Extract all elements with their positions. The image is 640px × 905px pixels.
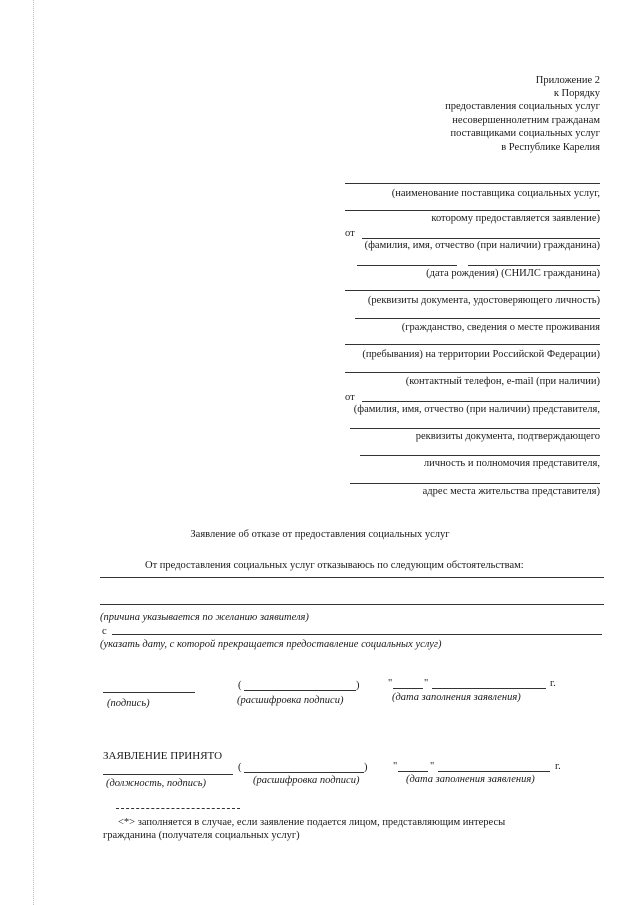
- id-doc-caption: (реквизиты документа, удостоверяющего личность): [367, 295, 600, 306]
- paren-open-2: (: [238, 762, 242, 773]
- contact-line[interactable]: [345, 372, 600, 373]
- rep-address-caption: адрес места жительства представителя): [422, 486, 600, 497]
- quote-close-2: ": [430, 761, 435, 772]
- recipient-line[interactable]: [345, 210, 600, 211]
- month-year-line-2[interactable]: [438, 771, 550, 772]
- quote-open-2: ": [393, 761, 398, 772]
- day-line-2[interactable]: [398, 771, 428, 772]
- citizenship-line[interactable]: [355, 318, 600, 319]
- position-caption: (должность, подпись): [106, 778, 206, 789]
- rep-doc-line-1[interactable]: [350, 428, 600, 429]
- month-year-line[interactable]: [432, 688, 546, 689]
- footnote-separator: [116, 808, 240, 809]
- fill-date-caption: (дата заполнения заявления): [392, 692, 521, 703]
- scan-edge: [33, 0, 34, 905]
- footnote-line-1: <*> заполняется в случае, если заявление подается лицом, представляющим интересы: [118, 817, 506, 828]
- paren-open: (: [238, 680, 242, 691]
- citizen-name-line[interactable]: [362, 238, 600, 239]
- decoding-line-2[interactable]: [244, 772, 364, 773]
- accepted-heading: ЗАЯВЛЕНИЕ ПРИНЯТО: [103, 750, 223, 762]
- decoding-caption: (расшифровка подписи): [237, 695, 344, 706]
- annex-line: предоставления социальных услуг: [445, 101, 600, 112]
- recipient-caption: которому предоставляется заявление): [431, 213, 600, 224]
- annex-line: несовершеннолетним гражданам: [452, 115, 600, 126]
- paren-close-2: ): [364, 762, 368, 773]
- provider-caption: (наименование поставщика социальных услуг,: [391, 188, 600, 199]
- birth-snils-caption: (дата рождения) (СНИЛС гражданина): [426, 268, 600, 279]
- signature-caption: (подпись): [107, 698, 150, 709]
- date-from-label: с: [102, 626, 107, 637]
- signature-line[interactable]: [103, 692, 195, 693]
- rep-address-line[interactable]: [350, 483, 600, 484]
- provider-line[interactable]: [345, 183, 600, 184]
- footnote-line-2: гражданина (получателя социальных услуг): [103, 830, 300, 841]
- quote-close: ": [424, 678, 429, 689]
- annex-line: поставщиками социальных услуг: [450, 128, 600, 139]
- reason-caption: (причина указывается по желанию заявителя): [100, 612, 309, 623]
- year-suffix: г.: [550, 678, 556, 689]
- stop-date-caption: (указать дату, с которой прекращается предоставление социальных услуг): [100, 639, 442, 650]
- citizenship-caption: (гражданство, сведения о месте проживания: [401, 322, 600, 333]
- from-label-2: от: [345, 392, 355, 403]
- from-label: от: [345, 228, 355, 239]
- rep-doc-line-2[interactable]: [360, 455, 600, 456]
- contact-caption: (контактный телефон, e-mail (при наличии): [405, 376, 600, 387]
- paren-close: ): [356, 680, 360, 691]
- stop-date-line[interactable]: [112, 634, 602, 635]
- annex-line: в Республике Карелия: [501, 142, 600, 153]
- residence-line[interactable]: [345, 344, 600, 345]
- rep-doc-caption-2: личность и полномочия представителя,: [423, 458, 600, 469]
- reason-line-1[interactable]: [100, 577, 604, 578]
- residence-caption: (пребывания) на территории Российской Федерации): [362, 349, 600, 360]
- annex-line: к Порядку: [553, 88, 600, 99]
- reason-line-2[interactable]: [100, 604, 604, 605]
- quote-open: ": [388, 678, 393, 689]
- decoding-line[interactable]: [244, 690, 356, 691]
- snils-line[interactable]: [468, 265, 600, 266]
- year-suffix-2: г.: [555, 761, 561, 772]
- fill-date-caption-2: (дата заполнения заявления): [406, 774, 535, 785]
- citizen-name-caption: (фамилия, имя, отчество (при наличии) гражданина): [364, 240, 600, 251]
- rep-name-line[interactable]: [362, 401, 600, 402]
- decoding-caption-2: (расшифровка подписи): [253, 775, 360, 786]
- rep-doc-caption-1: реквизиты документа, подтверждающего: [415, 431, 600, 442]
- annex-line: Приложение 2: [535, 75, 600, 86]
- id-doc-line[interactable]: [345, 290, 600, 291]
- position-signature-line[interactable]: [103, 774, 233, 775]
- rep-name-caption: (фамилия, имя, отчество (при наличии) представителя,: [353, 404, 600, 415]
- intro-text: От предоставления социальных услуг отказываюсь по следующим обстоятельствам:: [145, 560, 524, 571]
- day-line[interactable]: [393, 688, 423, 689]
- birth-date-line[interactable]: [357, 265, 457, 266]
- document-title: Заявление об отказе от предоставления социальных услуг: [190, 529, 450, 540]
